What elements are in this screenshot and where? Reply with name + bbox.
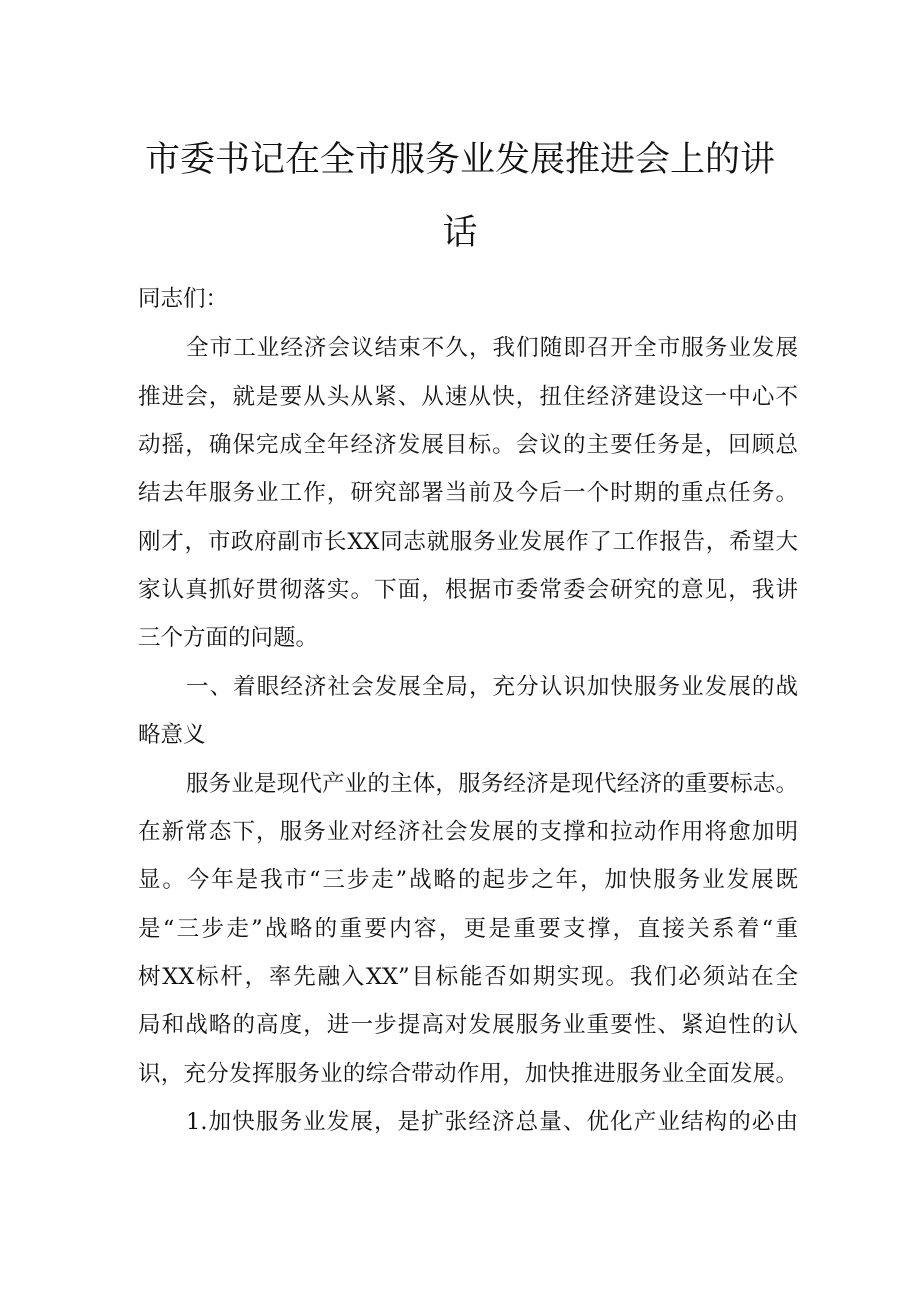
paragraph-line: 推进会，就是要从头从紧、从速从快，扭住经济建设这一中心不 (138, 384, 798, 410)
paragraph-line: 结去年服务业工作，研究部署当前及今后一个时期的重点任务。 (138, 480, 798, 506)
paragraph-line: 显。今年是我市“三步走”战略的起步之年，加快服务业发展既 (138, 867, 798, 893)
salutation: 同志们： (138, 286, 229, 312)
paragraph-line: 是“三步走”战略的重要内容，更是重要支撑，直接关系着“重 (138, 916, 798, 942)
paragraph-line: 树XX标杆，率先融入XX”目标能否如期实现。我们必须站在全 (138, 964, 798, 990)
paragraph-line: 服务业是现代产业的主体，服务经济是现代经济的重要标志。 (186, 771, 798, 797)
paragraph-line: 识，充分发挥服务业的综合带动作用，加快推进服务业全面发展。 (138, 1061, 798, 1087)
document-title-line-1: 市委书记在全市服务业发展推进会上的讲 (144, 140, 775, 180)
paragraph-line: 家认真抓好贯彻落实。下面，根据市委常委会研究的意见，我讲 (138, 577, 798, 603)
paragraph-line: 局和战略的高度，进一步提高对发展服务业重要性、紧迫性的认 (138, 1012, 798, 1038)
paragraph-line: 动摇，确保完成全年经济发展目标。会议的主要任务是，回顾总 (138, 432, 798, 458)
document-title-line-2: 话 (442, 213, 478, 253)
paragraph-line: 三个方面的问题。 (138, 625, 319, 651)
section-heading-line: 一、着眼经济社会发展全局，充分认识加快服务业发展的战 (186, 674, 798, 700)
paragraph-line: 刚才，市政府副市长XX同志就服务业发展作了工作报告，希望大 (138, 529, 798, 555)
paragraph-line: 全市工业经济会议结束不久，我们随即召开全市服务业发展 (186, 335, 798, 361)
section-heading-line: 略意义 (138, 722, 206, 748)
paragraph-line: 在新常态下，服务业对经济社会发展的支撑和拉动作用将愈加明 (138, 819, 798, 845)
numbered-item-line: 1.加快服务业发展，是扩张经济总量、优化产业结构的必由 (186, 1109, 798, 1135)
